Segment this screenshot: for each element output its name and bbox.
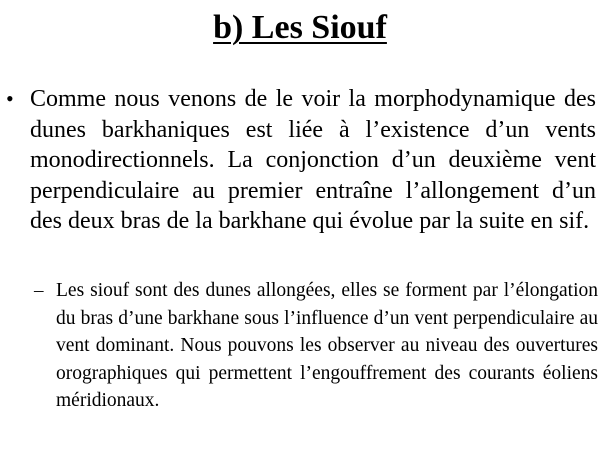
sub-bullet-text: Les siouf sont des dunes allongées, elles se forment par l’élongation du bras d’une barkhane sous l’influence d’un vent perpendiculaire au vent dominant. Nous pouvons les observer au niveau des ouvertures orographiques qui permettent l’engouffrement des courants éoliens méridionaux. bbox=[56, 280, 598, 411]
slide-title-text: b) Les Siouf bbox=[213, 9, 387, 46]
bullet-text: Comme nous venons de le voir la morphodynamique des dunes barkhaniques est liée à l’existence d’un vents monodirectionnels. La conjonction d’un deuxième vent perpendiculaire au premier entraîne l’allongement d’un des deux bras de la barkhane qui évolue par la suite en sif. bbox=[30, 86, 596, 234]
bullet-marker: • bbox=[6, 86, 14, 111]
slide-title bbox=[0, 6, 600, 50]
sub-bullet-marker: – bbox=[34, 280, 44, 301]
